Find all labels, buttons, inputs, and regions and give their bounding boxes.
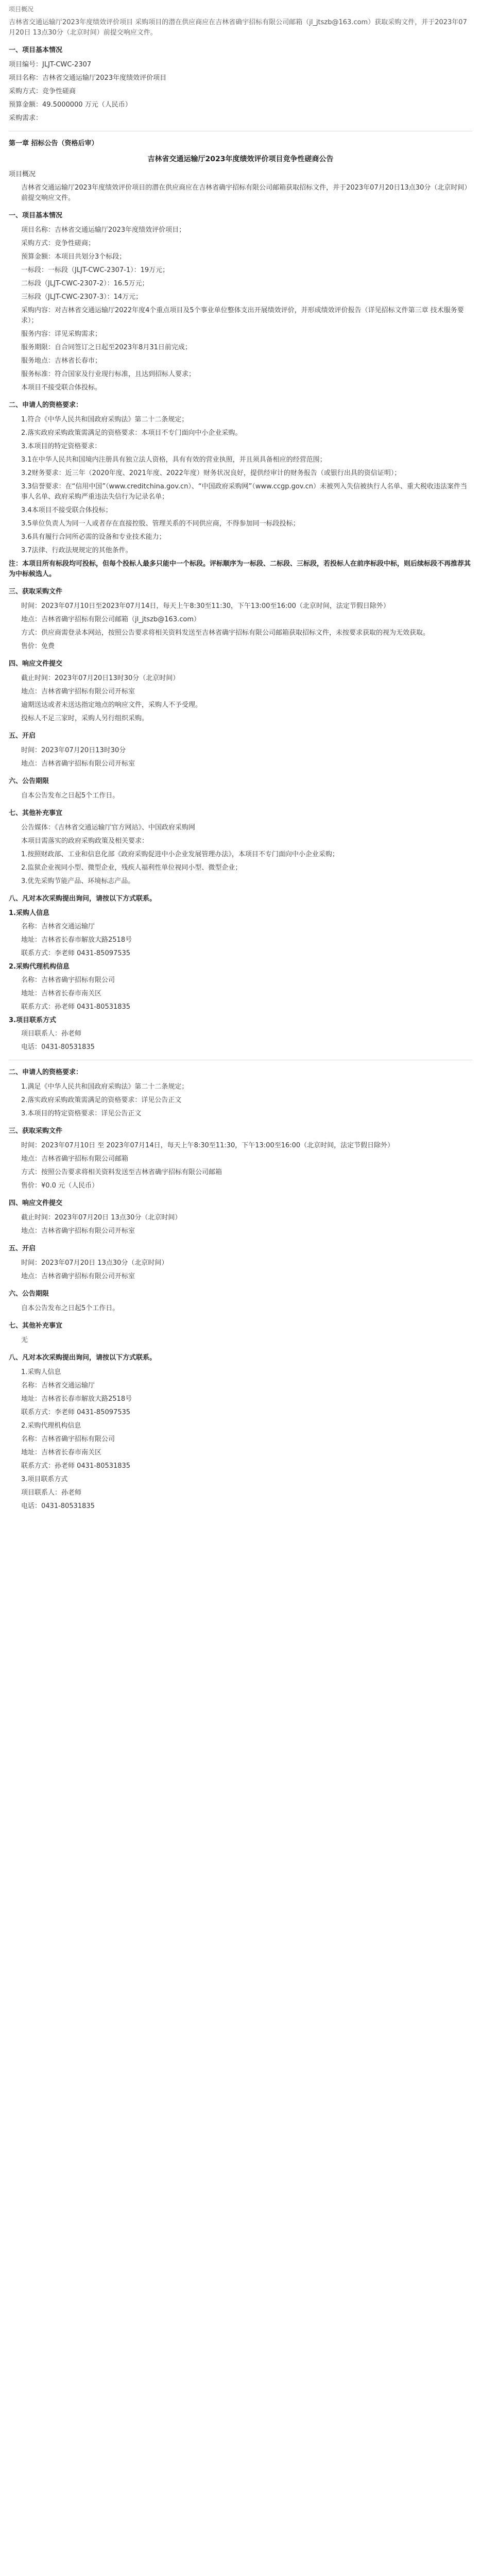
summary-get-list bbox=[9, 1141, 472, 1191]
list-item: 地点：吉林省确宇招标有限公司邮箱 bbox=[21, 1155, 129, 1163]
list-item: 3.本项目的特定资格要求： bbox=[21, 443, 101, 450]
list-item: 3.优先采购节能产品、环境标志产品。 bbox=[21, 877, 135, 885]
summary-period-title: 六、公告期限 bbox=[9, 1290, 49, 1298]
summary-get-title: 三、获取采购文件 bbox=[9, 1127, 63, 1135]
list-item: 项目编号：JLJT-CWC-2307 bbox=[9, 61, 92, 69]
list-item: 时间：2023年07月10日至2023年07月14日，每天上午8:30至11:30，下午13:00至16:00（北京时间，法定节假日除外） bbox=[21, 602, 390, 610]
announcement-page bbox=[9, 0, 472, 1520]
list-item: 预算金额：49.5000000 万元（人民币） bbox=[9, 101, 132, 109]
summary-contact-list bbox=[9, 1367, 472, 1512]
list-item: 地址：吉林省长春市解放大路2518号 bbox=[21, 936, 132, 944]
summary-submit-list bbox=[9, 1213, 472, 1236]
overview-label: 项目概况 bbox=[9, 171, 36, 178]
list-item: 投标人不足三家时，采购人另行组织采购。 bbox=[21, 715, 149, 722]
part2-list bbox=[9, 415, 472, 556]
list-item: 时间：2023年07月20日13时30分 bbox=[21, 747, 126, 754]
part2-note: 注：本项目所有标段均可投标，但每个投标人最多只能中一个标段。评标顺序为一标段、二标段、三标段，若投标人在前序标段中标，则后续标段不再推荐其为中标候选人。 bbox=[9, 560, 471, 578]
list-item: 采购方式：竞争性磋商； bbox=[21, 240, 95, 247]
part8-title: 八、凡对本次采购提出询问，请按以下方式联系。 bbox=[9, 895, 157, 903]
part1-title: 一、项目基本情况 bbox=[9, 46, 63, 54]
list-item: 2.落实政府采购政策需满足的资格要求：本项目不专门面向中小企业采购。 bbox=[21, 429, 242, 437]
list-item: 名称：吉林省确宇招标有限公司 bbox=[21, 1435, 115, 1443]
summary-open-title: 五、开启 bbox=[9, 1245, 36, 1252]
list-item: 1.满足《中华人民共和国政府采购法》第二十二条规定； bbox=[21, 1083, 188, 1091]
list-item: 电话：0431-80531835 bbox=[21, 1502, 95, 1510]
list-item: 自本公告发布之日起5个工作日。 bbox=[21, 792, 119, 800]
list-item: 3.7法律、行政法规规定的其他条件。 bbox=[21, 547, 132, 554]
summary-list bbox=[9, 1082, 472, 1119]
part3-list bbox=[9, 601, 472, 652]
overview-text: 吉林省交通运输厅2023年度绩效评价项目的潜在供应商应在吉林省确宇招标有限公司邮箱获取招标文件，并于2023年07月20日13点30分（北京时间）前提交响应文件。 bbox=[21, 184, 471, 202]
list-item: 时间：2023年07月10日 至 2023年07月14日，每天上午8:30至11:30，下午13:00至16:00（北京时间，法定节假日除外） bbox=[21, 1142, 394, 1149]
buyer-list bbox=[9, 922, 472, 959]
buyer-title: 1.采购人信息 bbox=[9, 909, 49, 917]
list-item: 3.1在中华人民共和国境内注册具有独立法人资格，具有有效的营业执照，并且须具备相应的经营范围； bbox=[21, 456, 327, 464]
list-item: 方式：按照公告要求将相关资料发送至吉林省确宇招标有限公司邮箱 bbox=[21, 1168, 222, 1176]
list-item: 3.2财务要求：近三年（2020年度、2021年度、2022年度）财务状况良好，提供经审计的财务报告（或银行出具的资信证明）； bbox=[21, 469, 401, 477]
list-item: 无 bbox=[21, 1336, 28, 1344]
list-item: 地点：吉林省确宇招标有限公司开标室 bbox=[21, 688, 135, 696]
list-item: 项目名称：吉林省交通运输厅2023年度绩效评价项目； bbox=[21, 226, 186, 234]
part7-list bbox=[9, 823, 472, 887]
list-item: 地点：吉林省确宇招标有限公司邮箱（jl_jtszb@163.com） bbox=[21, 616, 200, 623]
list-item: 服务地点：吉林省长春市； bbox=[21, 357, 102, 365]
list-item: 名称：吉林省交通运输厅 bbox=[21, 923, 95, 930]
top-label: 项目概况 bbox=[9, 6, 34, 13]
list-item: 地址：吉林省长春市南关区 bbox=[21, 990, 102, 997]
contact-list bbox=[9, 1029, 472, 1053]
list-item: 3.3信誉要求：在“信用中国”（www.creditchina.gov.cn）、“中国政府采购网”（www.ccgp.gov.cn）未被列入失信被执行人名单、重大税收违法案件当事人名单、政府采购严重违法失信行为记录名单； bbox=[21, 483, 468, 501]
list-item: 地址：吉林省长春市解放大路2518号 bbox=[21, 1395, 132, 1403]
list-item: 服务内容：详见采购需求； bbox=[21, 330, 102, 338]
list-item: 1.按照财政部、工业和信息化部《政府采购促进中小企业发展管理办法》，本项目不专门面向中小企业采购； bbox=[21, 851, 339, 858]
list-item: 自本公告发布之日起5个工作日。 bbox=[21, 1304, 119, 1312]
list-item: 预算金额：本项目共划分3个标段； bbox=[21, 253, 126, 261]
list-item: 1.采购人信息 bbox=[21, 1368, 61, 1376]
intro-text: 吉林省交通运输厅2023年度绩效评价项目 采购项目的潜在供应商应在吉林省确宇招标有限公司邮箱（jl_jtszb@163.com）获取采购文件，并于2023年07月20日 13点30分（北京时间）前提交响应文件。 bbox=[9, 19, 467, 37]
summary-other-title: 七、其他补充事宜 bbox=[9, 1322, 63, 1330]
agency-list bbox=[9, 975, 472, 1012]
list-item: 售价：免费 bbox=[21, 642, 55, 650]
list-item: 时间：2023年07月20日 13点30分（北京时间） bbox=[21, 1259, 168, 1267]
list-item: 联系方式：孙老师 0431-80531835 bbox=[21, 1462, 131, 1470]
list-item: 名称：吉林省交通运输厅 bbox=[21, 1382, 95, 1389]
summary-submit-title: 四、响应文件提交 bbox=[9, 1199, 63, 1207]
list-item: 3.4本项目不接受联合体投标； bbox=[21, 506, 112, 514]
summary-other-list bbox=[9, 1335, 472, 1346]
list-item: 二标段（JLJT-CWC-2307-2）：16.5万元； bbox=[21, 280, 149, 287]
basic-list bbox=[9, 225, 472, 393]
list-item: 三标段（JLJT-CWC-2307-3）：14万元； bbox=[21, 293, 143, 301]
part3-title: 三、获取采购文件 bbox=[9, 588, 63, 596]
list-item: 本项目需落实的政府采购政策及相关要求： bbox=[21, 837, 149, 845]
summary-title: 二、申请人的资格要求： bbox=[9, 1069, 83, 1076]
list-item: 联系方式：孙老师 0431-80531835 bbox=[21, 1003, 131, 1011]
part6-list bbox=[9, 791, 472, 801]
list-item: 1.符合《中华人民共和国政府采购法》第二十二条规定； bbox=[21, 416, 188, 423]
part2-title: 二、申请人的资格要求： bbox=[9, 401, 83, 409]
list-item: 本项目不接受联合体投标。 bbox=[21, 384, 102, 392]
list-item: 联系方式：李老师 0431-85097535 bbox=[21, 1409, 131, 1416]
doc-heading: 第一章 招标公告（资格后审） bbox=[9, 140, 98, 147]
list-item: 服务标准：符合国家及行业现行标准，且达到招标人要求； bbox=[21, 370, 196, 378]
list-item: 地点：吉林省确宇招标有限公司开标室 bbox=[21, 1227, 135, 1235]
list-item: 逾期送达或者未送达指定地点的响应文件，采购人不予受理。 bbox=[21, 701, 202, 709]
summary-period-list bbox=[9, 1303, 472, 1314]
list-item: 地点：吉林省确宇招标有限公司开标室 bbox=[21, 760, 135, 768]
list-item: 项目联系人：孙老师 bbox=[21, 1489, 82, 1497]
list-item: 售价：¥0.0 元（人民币） bbox=[21, 1182, 99, 1190]
list-item: 2.采购代理机构信息 bbox=[21, 1422, 81, 1430]
agency-title: 2.采购代理机构信息 bbox=[9, 963, 70, 971]
list-item: 采购需求： bbox=[9, 114, 43, 122]
list-item: 地点：吉林省确宇招标有限公司开标室 bbox=[21, 1273, 135, 1280]
summary-contact-title: 八、凡对本次采购提出询问，请按以下方式联系。 bbox=[9, 1354, 157, 1362]
basic-title: 一、项目基本情况 bbox=[9, 212, 63, 219]
doc-title: 吉林省交通运输厅2023年度绩效评价项目竞争性磋商公告 bbox=[147, 155, 334, 163]
contact-title: 3.项目联系方式 bbox=[9, 1016, 56, 1024]
list-item: 一标段：一标段（JLJT-CWC-2307-1）：19万元； bbox=[21, 266, 169, 274]
list-item: 地址：吉林省长春市南关区 bbox=[21, 1449, 102, 1456]
list-item: 服务期限：自合同签订之日起至2023年8月31日前完成； bbox=[21, 344, 192, 351]
list-item: 采购内容：对吉林省交通运输厅2022年度4个重点项目及5个事业单位整体支出开展绩效评价，并形成绩效评价报告（详见招标文件第三章 技术服务要求）； bbox=[21, 307, 464, 325]
list-item: 项目联系人：孙老师 bbox=[21, 1030, 82, 1038]
list-item: 电话：0431-80531835 bbox=[21, 1043, 95, 1051]
part4-title: 四、响应文件提交 bbox=[9, 660, 63, 668]
list-item: 截止时间：2023年07月20日 13点30分（北京时间） bbox=[21, 1214, 182, 1222]
list-item: 2.监狱企业视同小型、微型企业，残疾人福利性单位视同小型、微型企业； bbox=[21, 864, 242, 872]
list-item: 截止时间：2023年07月20日13时30分（北京时间） bbox=[21, 674, 180, 682]
list-item: 3.5单位负责人为同一人或者存在直接控股、管理关系的不同供应商，不得参加同一标段投标； bbox=[21, 520, 300, 528]
part5-list bbox=[9, 745, 472, 769]
list-item: 公告媒体：《吉林省交通运输厅官方网站》、中国政府采购网 bbox=[21, 824, 196, 832]
list-item: 3.项目联系方式 bbox=[21, 1476, 68, 1483]
list-item: 方式：供应商需登录本网站，按照公告要求将相关资料发送至吉林省确宇招标有限公司邮箱获取招标文件，未按要求获取的视为无效获取。 bbox=[21, 629, 430, 637]
part1-list bbox=[9, 60, 472, 124]
summary-open-list bbox=[9, 1258, 472, 1282]
list-item: 名称：吉林省确宇招标有限公司 bbox=[21, 976, 115, 984]
list-item: 联系方式：李老师 0431-85097535 bbox=[21, 950, 131, 957]
list-item: 采购方式：竞争性磋商 bbox=[9, 88, 76, 95]
part5-title: 五、开启 bbox=[9, 732, 36, 740]
part6-title: 六、公告期限 bbox=[9, 777, 49, 785]
part4-list bbox=[9, 673, 472, 724]
list-item: 项目名称：吉林省交通运输厅2023年度绩效评价项目 bbox=[9, 74, 167, 82]
list-item: 2.落实政府采购政策需满足的资格要求：详见公告正文 bbox=[21, 1096, 182, 1104]
list-item: 3.本项目的特定资格要求：详见公告正文 bbox=[21, 1110, 142, 1117]
part7-title: 七、其他补充事宜 bbox=[9, 809, 63, 817]
list-item: 3.6具有履行合同所必需的设备和专业技术能力； bbox=[21, 533, 166, 541]
